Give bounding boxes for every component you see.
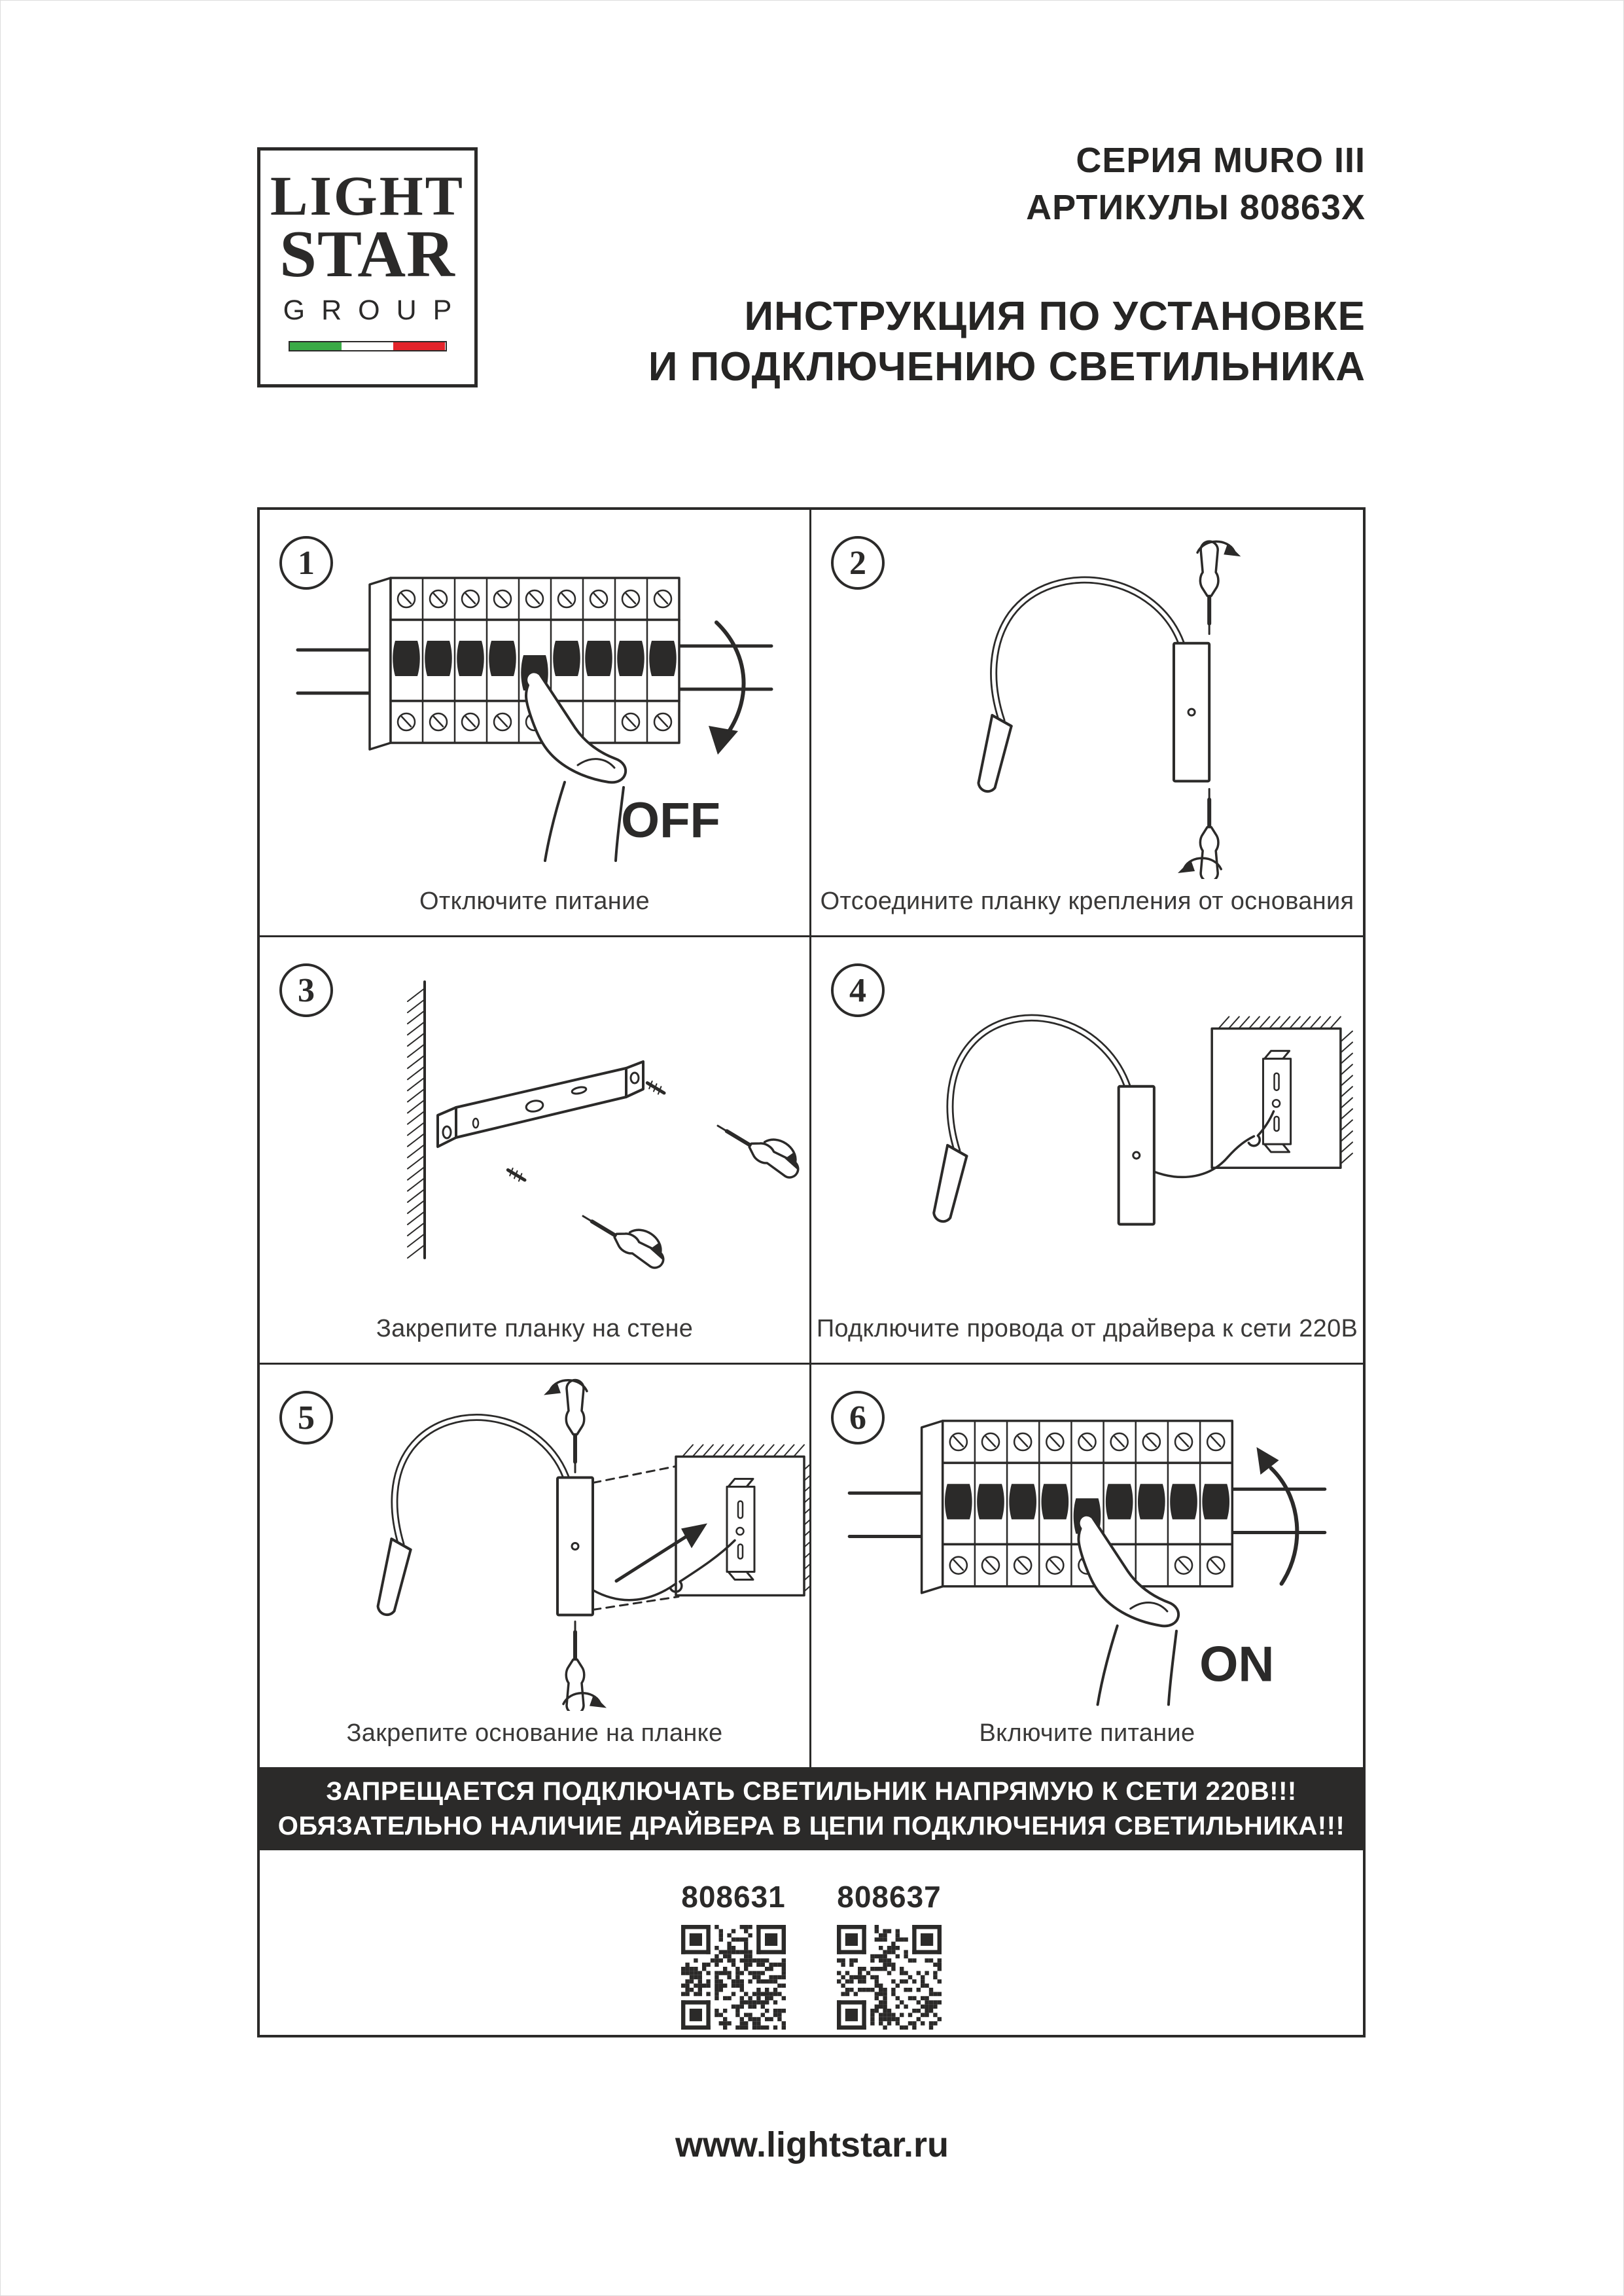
- product-808637: [837, 1879, 942, 2035]
- fix-base-figure: [260, 1365, 809, 1711]
- step-2-caption: Отсоедините планку крепления от основания: [820, 888, 1354, 915]
- off-label: OFF: [621, 793, 720, 848]
- series-title: СЕРИЯ MURO III: [1076, 141, 1366, 180]
- document-header: [648, 143, 1366, 393]
- step-4-panel: [811, 937, 1363, 1365]
- article-number: 808637: [837, 1880, 942, 1914]
- logo-word-light: LIGHT: [270, 164, 465, 227]
- logo-word-group: GROUP: [283, 294, 468, 326]
- flag-white: [342, 342, 393, 350]
- step-5-caption: Закрепите основание на планке: [346, 1719, 723, 1747]
- step-4-number: 4: [831, 963, 885, 1017]
- circuit-breaker-on-figure: [811, 1365, 1363, 1711]
- page-title: [648, 292, 1366, 393]
- products-row: [260, 1850, 1363, 2035]
- instruction-table: [257, 507, 1366, 2037]
- articles-title: АРТИКУЛЫ 80863Х: [1026, 188, 1366, 227]
- circuit-breaker-off-figure: [260, 510, 809, 879]
- flag-green: [290, 342, 342, 350]
- lightstar-logo: [257, 147, 478, 387]
- page-title-line2: И ПОДКЛЮЧЕНИЮ СВЕТИЛЬНИКА: [648, 344, 1366, 389]
- on-label: ON: [1199, 1636, 1275, 1693]
- step-5-panel: [260, 1365, 811, 1767]
- step-3-caption: Закрепите планку на стене: [376, 1315, 694, 1342]
- website-url: www.lightstar.ru: [675, 2125, 949, 2164]
- step-4-caption: Подключите провода от драйвера к сети 220В: [816, 1315, 1358, 1342]
- step-2-panel: [811, 510, 1363, 937]
- detach-plate-figure: [811, 510, 1363, 879]
- product-808631: [681, 1879, 786, 2035]
- arrow-down-icon: [709, 726, 738, 755]
- qr-code-808637: [837, 1925, 942, 2030]
- step-6-panel: [811, 1365, 1363, 1767]
- step-1-caption: Отключите питание: [419, 888, 650, 915]
- step-1-panel: [260, 510, 811, 937]
- step-6-number: 6: [831, 1391, 885, 1444]
- qr-code-808631: [681, 1925, 786, 2030]
- connect-driver-figure: [811, 937, 1363, 1306]
- logo-word-star: STAR: [279, 217, 455, 291]
- step-6-caption: Включите питание: [979, 1719, 1195, 1747]
- warning-line2: ОБЯЗАТЕЛЬНО НАЛИЧИЕ ДРАЙВЕРА В ЦЕПИ ПОДКЛЮЧЕНИЯ СВЕТИЛЬНИКА!!!: [277, 1811, 1345, 1840]
- step-3-number: 3: [279, 963, 333, 1017]
- step-5-number: 5: [279, 1391, 333, 1444]
- step-1-number: 1: [279, 536, 333, 590]
- page-title-line1: ИНСТРУКЦИЯ ПО УСТАНОВКЕ: [744, 294, 1366, 339]
- italian-flag-icon: [289, 341, 447, 351]
- step-3-panel: [260, 937, 811, 1365]
- article-number: 808631: [681, 1880, 786, 1914]
- flag-red: [393, 342, 445, 350]
- warning-banner: [260, 1767, 1363, 1850]
- mount-bracket-figure: [260, 937, 809, 1306]
- warning-line1: ЗАПРЕЩАЕТСЯ ПОДКЛЮЧАТЬ СВЕТИЛЬНИК НАПРЯМУЮ К СЕТИ 220В!!!: [326, 1776, 1297, 1806]
- step-2-number: 2: [831, 536, 885, 590]
